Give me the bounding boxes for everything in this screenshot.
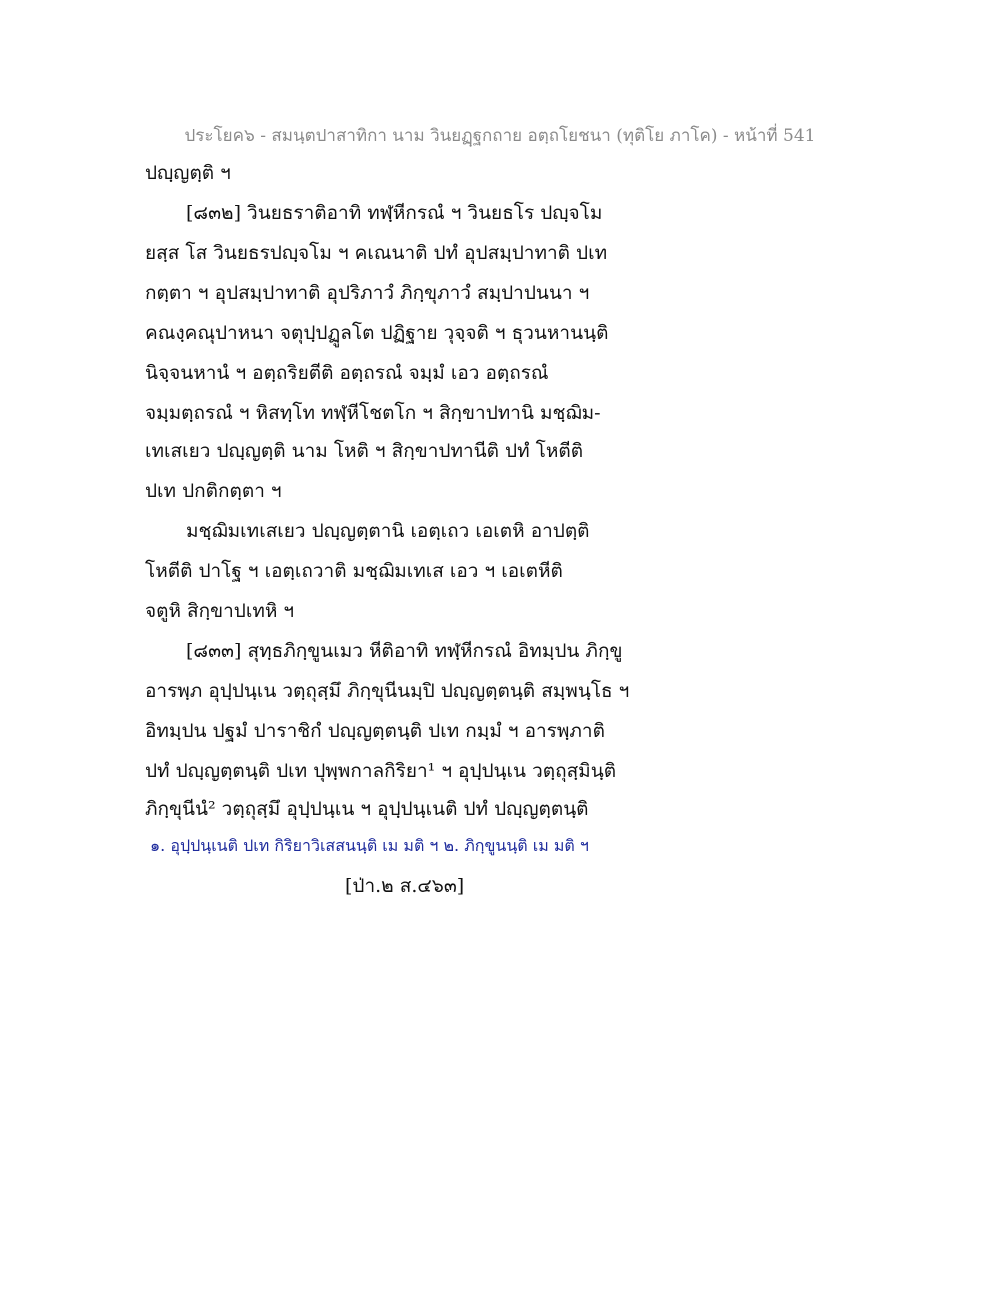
text-line: ปทํ ปญฺญตฺตนฺติ ปเท ปุพฺพกาลกิริยา¹ ฯ อุปฺปนฺเน วตฺถุสฺมินฺติ (145, 760, 617, 782)
page-reference: [ป่า.๒ ส.๔๖๓] (345, 875, 465, 897)
text-line: คณงฺคณุปาหนา จตุปฺปฏูลโต ปฏิฐาย วุจฺจติ ฯ ธุวนหานนฺติ (145, 322, 609, 344)
text-line: [๘๓๓] สุทฺธภิกฺขูนเมว หีติอาทิ ทฬฺหีกรณํ อิทมฺปน ภิกฺขู (186, 640, 623, 662)
text-line: อิทมฺปน ปฐมํ ปาราชิกํ ปญฺญตฺตนฺติ ปเท กมฺมํ ฯ อารพฺภาติ (145, 720, 605, 742)
text-line: เทเสเยว ปญฺญตฺติ นาม โหติ ฯ สิกฺขาปทานีติ ปทํ โหตีติ (145, 440, 584, 462)
page-header: ประโยค๖ - สมนฺตปาสาทิกา นาม วินยฏฺฐกถาย อตฺถโยชนา (ทุติโย ภาโค) - หน้าที่ 541 (184, 126, 816, 146)
text-line: ปเท ปกติกตฺตา ฯ (145, 480, 282, 502)
text-line: จตูหิ สิกฺขาปเทหิ ฯ (145, 600, 295, 622)
text-line: จมฺมตฺถรณํ ฯ หิสทฺโท ทฬฺหีโชตโก ฯ สิกฺขาปทานิ มชฺฌิม- (145, 402, 601, 424)
text-line: กตฺตา ฯ อุปสมฺปาทาติ อุปริภาวํ ภิกฺขุภาวํ สมฺปาปนนา ฯ (145, 282, 590, 304)
text-line: โหตีติ ปาโฐ ฯ เอตฺเถวาติ มชฺฌิมเทเส เอว ฯ เอเตหีติ (145, 560, 563, 582)
text-line: มชฺฌิมเทเสเยว ปญฺญตฺตานิ เอตฺเถว เอเตหิ อาปตฺติ (186, 520, 590, 542)
text-line: นิจฺจนหานํ ฯ อตฺถริยตีติ อตฺถรณํ จมฺมํ เอว อตฺถรณํ (145, 362, 549, 384)
text-line: ปญฺญตฺติ ฯ (145, 162, 231, 184)
footnote: ๑. อุปฺปนฺเนติ ปเท กิริยาวิเสสนนฺติ เม มติ ฯ ๒. ภิกฺขูนนฺติ เม มติ ฯ (150, 836, 589, 855)
text-line: ยสฺส โส วินยธรปญฺจโม ฯ คเณนาติ ปทํ อุปสมฺปาทาติ ปเท (145, 242, 608, 264)
text-line: ภิกฺขุนีนํ² วตฺถุสฺมึ อุปฺปนฺเน ฯ อุปฺปนฺเนติ ปทํ ปญฺญตฺตนฺติ (145, 798, 589, 820)
text-line: [๘๓๒] วินยธราติอาทิ ทฬฺหีกรณํ ฯ วินยธโร ปญฺจโม (186, 202, 603, 224)
text-line: อารพฺภ อุปฺปนฺเน วตฺถุสฺมึ ภิกฺขุนีนมฺปิ ปญฺญตฺตนฺติ สมฺพนฺโธ ฯ (145, 680, 630, 702)
